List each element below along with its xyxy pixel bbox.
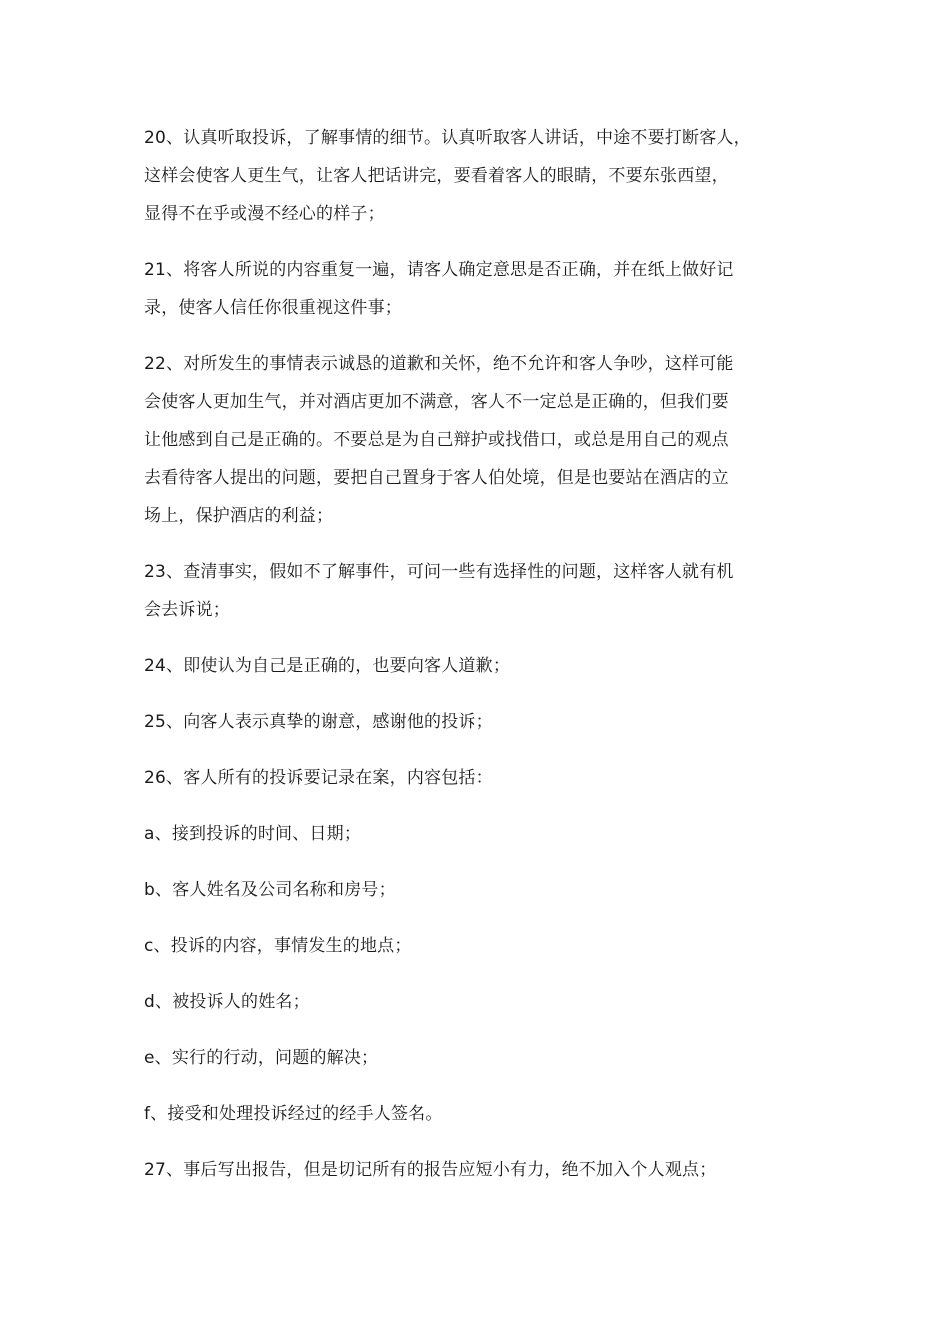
text-line: 会去诉说；	[144, 600, 230, 620]
paragraph-25	[144, 703, 808, 741]
text-line: e、实行的行动，问题的解决；	[144, 1048, 379, 1068]
text-line: 会使客人更加生气，并对酒店更加不满意，客人不一定总是正确的，但我们要	[144, 392, 729, 412]
paragraph-21	[144, 251, 808, 327]
list-item-f	[144, 1095, 808, 1133]
text-line: 22、对所发生的事情表示诚恳的道歉和关怀，绝不允许和客人争吵，这样可能	[144, 354, 734, 374]
text-line: 去看待客人提出的问题，要把自己置身于客人伯处境，但是也要站在酒店的立	[144, 468, 729, 488]
text-line: 27、事后写出报告，但是切记所有的报告应短小有力，绝不加入个人观点；	[144, 1160, 717, 1180]
text-line: 场上，保护酒店的利益；	[144, 506, 334, 526]
text-line: b、客人姓名及公司名称和房号；	[144, 880, 396, 900]
paragraph-23	[144, 553, 808, 629]
text-line: 24、即使认为自己是正确的，也要向客人道歉；	[144, 656, 511, 676]
text-line: 显得不在乎或漫不经心的样子；	[144, 204, 385, 224]
list-item-e	[144, 1039, 808, 1077]
text-line: f、接受和处理投诉经过的经手人签名。	[144, 1104, 443, 1124]
paragraph-20	[144, 119, 808, 233]
text-line: 23、查清事实，假如不了解事件，可问一些有选择性的问题，这样客人就有机	[144, 562, 734, 582]
list-item-c	[144, 927, 808, 965]
text-line: 20、认真听取投诉，了解事情的细节。认真听取客人讲话，中途不要打断客人，	[144, 128, 751, 148]
text-line: a、接到投诉的时间、日期；	[144, 824, 362, 844]
text-line: 26、客人所有的投诉要记录在案，内容包括：	[144, 768, 493, 788]
paragraph-27	[144, 1151, 808, 1189]
paragraph-24	[144, 647, 808, 685]
text-line: 这样会使客人更生气，让客人把话讲完，要看着客人的眼睛，不要东张西望，	[144, 166, 729, 186]
paragraph-26	[144, 759, 808, 797]
list-item-a	[144, 815, 808, 853]
text-line: 21、将客人所说的内容重复一遍，请客人确定意思是否正确，并在纸上做好记	[144, 260, 734, 280]
text-line: d、被投诉人的姓名；	[144, 992, 310, 1012]
text-line: c、投诉的内容，事情发生的地点；	[144, 936, 412, 956]
text-line: 录，使客人信任你很重视这件事；	[144, 298, 402, 318]
list-item-b	[144, 871, 808, 909]
document-body	[144, 119, 808, 1207]
text-line: 让他感到自己是正确的。不要总是为自己辩护或找借口，或总是用自己的观点	[144, 430, 729, 450]
text-line: 25、向客人表示真挚的谢意，感谢他的投诉；	[144, 712, 493, 732]
list-item-d	[144, 983, 808, 1021]
paragraph-22	[144, 345, 808, 535]
